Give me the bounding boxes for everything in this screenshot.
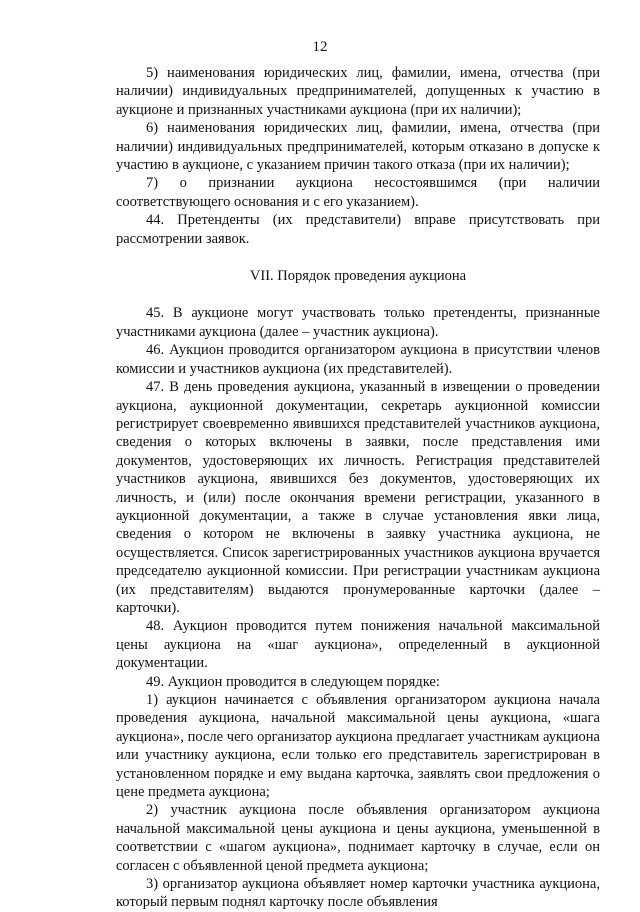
paragraph-46: 46. Аукцион проводится организатором аукциона в присутствии членов комиссии и участников аукциона (их представителей). [116,342,600,377]
paragraph-48: 48. Аукцион проводится путем понижения начальной максимальной цены аукциона на «шаг аукциона», определенный в аукционной документации. [116,618,600,672]
paragraph-49-item-3: 3) организатор аукциона объявляет номер карточки участника аукциона, который первым поднял карточку после объявления [116,876,600,911]
paragraph-49-item-1: 1) аукцион начинается с объявления организатором аукциона начала проведения аукциона, начальной максимальной цены аукциона, «шага аукциона», после чего организатор аукциона предлагает участникам аукциона или участнику аукциона, если только его представитель зарегистрирован в установленном порядке и ему выдана карточка, заявлять свои предложения о цене предмета аукциона; [116,692,600,801]
paragraph-45: 45. В аукционе могут участвовать только претенденты, признанные участниками аукциона (далее – участник аукциона). [116,305,600,340]
paragraph-item-7: 7) о признании аукциона несостоявшимся (при наличии соответствующего основания и с его указанием). [116,175,600,210]
paragraph-item-6: 6) наименования юридических лиц, фамилии, имена, отчества (при наличии) индивидуальных предпринимателей, которым отказано в допуске к участию в аукционе, с указанием причин такого отказа (при их наличии); [116,120,600,174]
page-number: 12 [312,39,328,55]
paragraph-47: 47. В день проведения аукциона, указанный в извещении о проведении аукциона, аукционной документации, секретарь аукционной комиссии регистрирует своевременно явившихся представителей участников аукциона, сведения о которых включены в заявки, после представления ими документов, удостоверяющих их личность. Регистрация представителей участников аукциона, явившихся без документов, удостоверяющих их личность, и (или) после окончания времени регистрации, указанного в аукционной документации, а также в случае установления явки лица, сведения о котором не включены в заявку участника аукциона, не осуществляется. Список зарегистрированных участников аукциона вручается председателю аукционной комиссии. При регистрации участникам аукциона (их представителям) выдаются пронумерованные карточки (далее – карточки). [116,379,600,616]
paragraph-44: 44. Претенденты (их представители) вправе присутствовать при рассмотрении заявок. [116,212,600,247]
section-heading: VII. Порядок проведения аукциона [249,268,467,285]
paragraph-item-5: 5) наименования юридических лиц, фамилии, имена, отчества (при наличии) индивидуальных предпринимателей, допущенных к участию в аукционе и признанных участниками аукциона (при их наличии); [116,65,600,118]
paragraph-49-item-2: 2) участник аукциона после объявления организатором аукциона начальной максимальной цены аукциона и цены аукциона, уменьшенной в соответствии с «шагом аукциона», поднимает карточку в случае, если он согласен с объявленной ценой предмета аукциона; [116,802,600,874]
paragraph-49: 49. Аукцион проводится в следующем порядке: [146,673,440,690]
document-body [116,64,600,912]
